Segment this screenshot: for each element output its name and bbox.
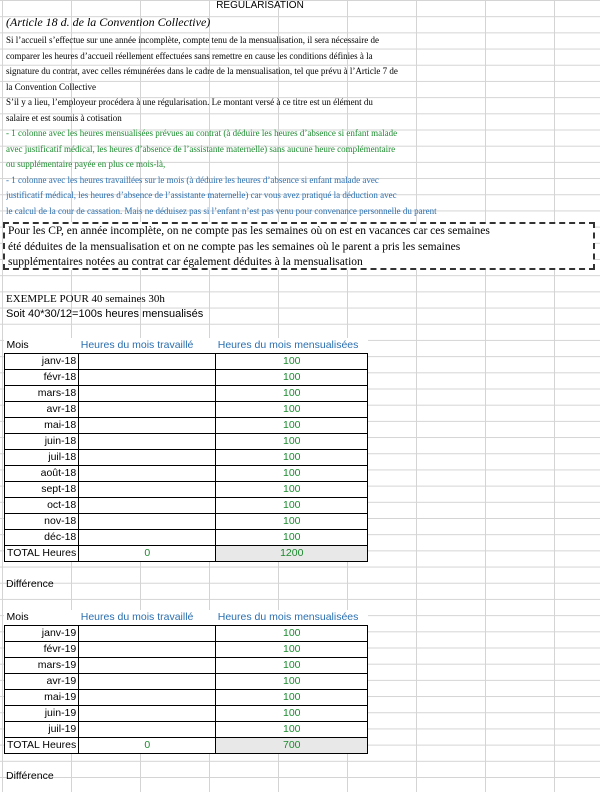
worked-hours-cell[interactable]	[79, 706, 216, 722]
worked-hours-cell[interactable]	[79, 418, 216, 434]
document-subtitle: (Article 18 d. de la Convention Collective)	[6, 15, 211, 29]
table-row	[5, 450, 368, 466]
total-mensualised-cell[interactable]: 1200	[216, 546, 368, 562]
mensualised-hours-cell[interactable]: 100	[216, 466, 368, 482]
worked-hours-cell[interactable]	[79, 514, 216, 530]
paragraph-line: S’il y a lieu, l’employeur procédera à une régularisation. Le montant versé à ce titre est un élément du	[6, 97, 373, 107]
worked-hours-cell[interactable]	[79, 482, 216, 498]
total-worked-cell[interactable]: 0	[79, 738, 216, 754]
month-cell[interactable]: nov-18	[5, 514, 79, 530]
table-row	[5, 514, 368, 530]
month-cell[interactable]: sept-18	[5, 482, 79, 498]
worked-hours-cell[interactable]	[79, 450, 216, 466]
worked-hours-cell[interactable]	[79, 370, 216, 386]
table-row	[5, 402, 368, 418]
table-header-row	[5, 338, 368, 354]
total-label-cell[interactable]: TOTAL Heures	[5, 738, 79, 754]
worked-hours-cell[interactable]	[79, 626, 216, 642]
hours-table-2018	[4, 338, 368, 562]
header-month[interactable]: Mois	[5, 338, 79, 354]
table-row	[5, 434, 368, 450]
worked-hours-cell[interactable]	[79, 466, 216, 482]
example-formula: Soit 40*30/12=100s heures mensualisés	[6, 308, 204, 320]
worked-hours-cell[interactable]	[79, 386, 216, 402]
table-row	[5, 530, 368, 546]
mensualised-hours-cell[interactable]: 100	[216, 722, 368, 738]
month-cell[interactable]: janv-19	[5, 626, 79, 642]
mensualised-hours-cell[interactable]: 100	[216, 530, 368, 546]
worked-hours-cell[interactable]	[79, 354, 216, 370]
month-cell[interactable]: avr-18	[5, 402, 79, 418]
mensualised-hours-cell[interactable]: 100	[216, 482, 368, 498]
month-cell[interactable]: déc-18	[5, 530, 79, 546]
mensualised-hours-cell[interactable]: 100	[216, 418, 368, 434]
table-row	[5, 418, 368, 434]
cp-note-line: été déduites de la mensualisation et on ne compte pas les semaines où le parent a pris les semaines	[8, 240, 461, 253]
month-cell[interactable]: juin-19	[5, 706, 79, 722]
total-worked-cell[interactable]: 0	[79, 546, 216, 562]
mensualised-hours-cell[interactable]: 100	[216, 354, 368, 370]
mensualised-hours-cell[interactable]: 100	[216, 370, 368, 386]
hours-table-2019	[4, 610, 368, 754]
month-cell[interactable]: févr-18	[5, 370, 79, 386]
total-row	[5, 546, 368, 562]
table-row	[5, 722, 368, 738]
worked-hours-cell[interactable]	[79, 674, 216, 690]
paragraph-line: comparer les heures d’accueil réellement effectuées sans remettre en cause les conditions définies à la	[6, 50, 373, 61]
month-cell[interactable]: oct-18	[5, 498, 79, 514]
table-header-row	[5, 610, 368, 626]
worked-hours-cell[interactable]	[79, 722, 216, 738]
paragraph-line: - 1 colonne avec les heures travaillées sur le mois (à déduire les heures d’absence si enfant malade avec	[6, 174, 379, 185]
table-row	[5, 642, 368, 658]
mensualised-hours-cell[interactable]: 100	[216, 642, 368, 658]
mensualised-hours-cell[interactable]: 100	[216, 706, 368, 722]
table-row	[5, 626, 368, 642]
worked-hours-cell[interactable]	[79, 434, 216, 450]
difference-label-2019: Différence	[6, 770, 54, 782]
worked-hours-cell[interactable]	[79, 498, 216, 514]
month-cell[interactable]: avr-19	[5, 674, 79, 690]
total-mensualised-cell[interactable]: 700	[216, 738, 368, 754]
worked-hours-cell[interactable]	[79, 642, 216, 658]
difference-label-2018: Différence	[6, 578, 54, 590]
paragraph-line: Si l’accueil s’effectue sur une année incomplète, compte tenu de la mensualisation, il sera nécessaire de	[6, 35, 379, 45]
header-worked-hours[interactable]: Heures du mois travaillé	[79, 338, 216, 354]
month-cell[interactable]: juil-19	[5, 722, 79, 738]
worked-hours-cell[interactable]	[79, 690, 216, 706]
month-cell[interactable]: juil-18	[5, 450, 79, 466]
table-row	[5, 674, 368, 690]
header-month[interactable]: Mois	[5, 610, 79, 626]
table-row	[5, 386, 368, 402]
month-cell[interactable]: févr-19	[5, 642, 79, 658]
example-title: EXEMPLE POUR 40 semaines 30h	[6, 293, 165, 305]
month-cell[interactable]: juin-18	[5, 434, 79, 450]
mensualised-hours-cell[interactable]: 100	[216, 674, 368, 690]
paragraph-line: ou supplémentaire payée en plus ce mois-là,	[6, 159, 166, 169]
mensualised-hours-cell[interactable]: 100	[216, 690, 368, 706]
mensualised-hours-cell[interactable]: 100	[216, 626, 368, 642]
paragraph-line: signature du contrat, avec celles rémunérées dans le cadre de la mensualisation, tel que prévu à l’Article 7 de	[6, 66, 398, 76]
cp-note-line: supplémentaires notées au contrat car également déduites à la mensualisation	[8, 256, 363, 268]
paragraph-line: salaire et est soumis à cotisation	[6, 112, 122, 123]
paragraph-line: la Convention Collective	[6, 81, 96, 92]
table-row	[5, 482, 368, 498]
month-cell[interactable]: janv-18	[5, 354, 79, 370]
total-row	[5, 738, 368, 754]
mensualised-hours-cell[interactable]: 100	[216, 450, 368, 466]
month-cell[interactable]: mars-19	[5, 658, 79, 674]
month-cell[interactable]: mai-19	[5, 690, 79, 706]
header-mensualised-hours[interactable]: Heures du mois mensualisées	[216, 610, 368, 626]
month-cell[interactable]: mai-18	[5, 418, 79, 434]
mensualised-hours-cell[interactable]: 100	[216, 386, 368, 402]
header-mensualised-hours[interactable]: Heures du mois mensualisées	[216, 338, 368, 354]
cp-note-box	[3, 222, 595, 270]
total-label-cell[interactable]: TOTAL Heures	[5, 546, 79, 562]
paragraph-line: - 1 colonne avec les heures mensualisées prévues au contrat (à déduire les heures d’absence si enfant malade	[6, 128, 398, 138]
mensualised-hours-cell[interactable]: 100	[216, 658, 368, 674]
table-row	[5, 706, 368, 722]
paragraph-line: le calcul de la cour de cassation. Mais ne déduisez pas si l’enfant n’est pas venu pour convenance personnelle du parent	[6, 205, 437, 216]
mensualised-hours-cell[interactable]: 100	[216, 402, 368, 418]
document-title: REGULARISATION	[216, 0, 304, 11]
header-worked-hours[interactable]: Heures du mois travaillé	[79, 610, 216, 626]
table-row	[5, 370, 368, 386]
mensualised-hours-cell[interactable]: 100	[216, 498, 368, 514]
table-row	[5, 466, 368, 482]
cp-note-line: Pour les CP, en année incomplète, on ne compte pas les semaines où on est en vacances car ces semaines	[8, 225, 490, 237]
table-row	[5, 690, 368, 706]
table-row	[5, 354, 368, 370]
table-row	[5, 658, 368, 674]
table-row	[5, 498, 368, 514]
paragraph-line: justificatif médical, les heures d’absence de l’assistante maternelle) car vous avez pratiqué la déduction avec	[6, 190, 397, 200]
regularisation-paragraph	[6, 33, 596, 219]
month-cell[interactable]: mars-18	[5, 386, 79, 402]
worked-hours-cell[interactable]	[79, 402, 216, 418]
month-cell[interactable]: août-18	[5, 466, 79, 482]
mensualised-hours-cell[interactable]: 100	[216, 434, 368, 450]
worked-hours-cell[interactable]	[79, 530, 216, 546]
mensualised-hours-cell[interactable]: 100	[216, 514, 368, 530]
paragraph-line: avec justificatif médical, les heures d’absence de l’assistante maternelle) sans aucune heure complémentaire	[6, 143, 396, 154]
worked-hours-cell[interactable]	[79, 658, 216, 674]
